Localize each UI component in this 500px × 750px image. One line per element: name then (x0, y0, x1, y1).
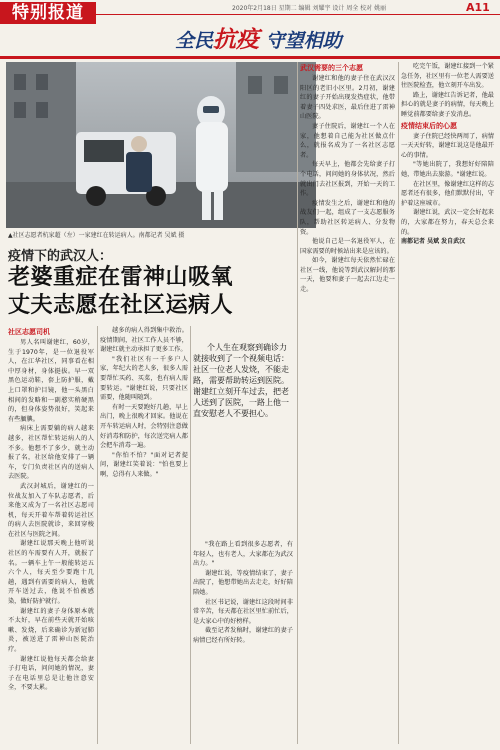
subheading-three-volunteers: 武汉需要的三个志愿 (300, 64, 363, 72)
paragraph: 如今，谢建红每天依然忙碌在社区一线，他说等到武汉解封的那一天，他要和妻子一起去江边走一走。 (300, 257, 395, 294)
paragraph: 妻子住院已经快两周了，病情一天天好转，谢建红说这是他最开心的事情。 (401, 132, 494, 159)
paragraph: 路上，谢建红告诉记者，他最担心的就是妻子的病情，每天晚上睡觉前都要给妻子发消息。 (401, 91, 494, 118)
headline-line-2: 丈夫志愿在社区运病人 (8, 293, 234, 318)
paragraph: "等她出院了，我想好好陪陪她，带她出去旅游。"谢建红说。 (401, 161, 494, 178)
masthead-rule (96, 14, 500, 15)
column-divider (97, 326, 98, 744)
paragraph: 疫情发生之后，谢建红和他的战友们一起，组成了一支志愿服务队，帮助社区转运病人、分发物资。 (300, 199, 395, 236)
body-column-4 (300, 62, 395, 744)
issue-date-line: 2020年2月18日 星期二 编辑 刘耀宇 设计 周全 校对 姚丽 (232, 5, 387, 12)
paragraph: 有时一天要跑好几趟，早上出门，晚上很晚才回家。他说在开车转运病人时，会特别注意做好消毒和防护，每次送完病人都会把车消毒一遍。 (100, 403, 188, 450)
paragraph: 每天早上，他都会先给妻子打个电话，问问她的身体状况，然后就出门去社区报到，开始一天的工作。 (300, 161, 395, 198)
page-number: A11 (466, 1, 490, 14)
paragraph: 谢建红说那天晚上他听说社区的车需要有人开，就报了名。一辆车上午一般能转运五六个人，每天至少要跑十几趟，遇到有需要的病人，他就开车送过去，他说不怕被感染，做好防护就行。 (8, 540, 94, 606)
paragraph: 吃完午饭，谢建红接到一个紧急任务，社区里有一位老人需要送往医院检查，他立刻开车出发。 (401, 63, 494, 90)
paragraph: 病床上需要躺的病人越来越多，社区帮忙转运病人的人不多。他想不了多少，就主动报了名，社区给他安排了一辆车，专门负责社区内的送病人去医院。 (8, 425, 94, 481)
headline (8, 264, 318, 320)
paragraph: 男人名叫谢建红，60岁，生于1970年，是一位退役军人，在江华社区，同事看在相中厚身材，身体挺拔。早一双黑色运动鞋，套上防护服，戴上口罩和护目镜，他一头黑白相间的发略和一副憨实稍硬黑的，但身体姿势很好，笑起来有些腼腆。 (8, 339, 94, 423)
column-divider (297, 62, 298, 744)
body-column-3 (193, 540, 293, 744)
paragraph: 社区书记说，谢建红这段时间非常辛苦，每天都在社区里忙前忙后，是大家心中的好榜样。 (193, 598, 293, 625)
body-column-2 (100, 326, 188, 744)
pull-quote: 个人生在观察到确诊力就接收到了一个视频电话：社区一位老人发烧，不能走路，需要帮助转运到医院。谢建红立刻开车过去，把老人送到了医院，一路上他一直安慰老人不要担心。 (193, 343, 289, 418)
paragraph: 谢建红说他每天都会给妻子打电话，问问她的情况，妻子在电话里总是让他注意安全，不要太累。 (8, 655, 94, 692)
paragraph: 武汉封城后，谢建红的一位战友加入了车队志愿者，后来他又成为了一名社区志愿司机，每天开着车帮着转运社区的病人去医院就诊，来回穿梭在社区与医院之间。 (8, 482, 94, 538)
column-divider (398, 62, 399, 744)
paragraph: 他说自己是一名退役军人，在国家需要的时候站出来是应该的。 (300, 238, 395, 255)
masthead-band (0, 56, 500, 59)
paragraph: 在社区里，像谢建红这样的志愿者还有很多，他们默默付出，守护着这座城市。 (401, 180, 494, 207)
article-byline: 南都记者 吴斌 发自武汉 (401, 238, 466, 246)
paragraph: "我们社区有一千多户人家，年纪大的老人多，很多人需要帮忙买药、买菜，也有病人需要转运。"谢建红说，只要社区需要，他随叫随到。 (100, 355, 188, 402)
slogan-part-3: 守望相助 (259, 30, 342, 52)
photo-caption: ▲社区志愿者杭家超（左）一家建红在转运病人。南都记者 吴斌 摄 (8, 232, 185, 239)
paragraph: "你怕不怕？"面对记者提问，谢建红笑着说："怕也要上啊，总得有人来做。" (100, 451, 188, 478)
paragraph: 谢建红说，等疫情结束了，妻子出院了，他想带她出去走走，好好陪陪她。 (193, 569, 293, 596)
headline-line-1: 老婆重症在雷神山吸氧 (8, 265, 234, 290)
body-column-5 (401, 62, 494, 744)
slogan-part-1: 全民 (175, 30, 214, 52)
masthead (0, 0, 500, 62)
paragraph: 谢建红和他的妻子住在武汉汉阳区的老旧小区里。2月初，谢建红的妻子开始出现发热症状，他带着妻子四处求医，最后住进了雷神山医院。 (300, 75, 395, 121)
column-divider (190, 326, 191, 744)
news-photo (6, 62, 316, 228)
headline-kicker: 疫情下的武汉人： (8, 249, 113, 264)
slogan-part-2: 抗疫 (213, 26, 260, 53)
pull-quote-block (193, 342, 293, 419)
paragraph: 妻子住院后，谢建红一个人在家，他想着自己能为社区做点什么，就报名成为了一名社区志愿者。 (300, 122, 395, 159)
paragraph: 截至记者发稿时，谢建红的妻子病情已经有所好转。 (193, 627, 293, 644)
paragraph: "我在路上看到很多志愿者，有年轻人，也有老人，大家都在为武汉出力。" (193, 541, 293, 568)
subheading-after-epidemic-wish: 疫情结束后的心愿 (401, 121, 457, 130)
section-tag: 特别报道 (0, 2, 96, 24)
paragraph: 越多的病人得到集中救治。疫情期间，社区工作人员不够，谢建红就主动承担了更多工作。 (100, 327, 188, 354)
paragraph: 谢建红的妻子身体原本就不太好，早在前些天就开始咳嗽、发烧，后来确诊为新冠肺炎，被送进了雷神山医院治疗。 (8, 607, 94, 653)
body-column-1 (8, 326, 94, 744)
paragraph: 谢建红说，武汉一定会好起来的，大家都在努力，春天总会来的。 (401, 209, 494, 236)
photo-illustration (6, 62, 316, 228)
subheading-volunteer-driver: 社区志愿司机 (8, 328, 50, 336)
section-slogan (175, 26, 342, 54)
